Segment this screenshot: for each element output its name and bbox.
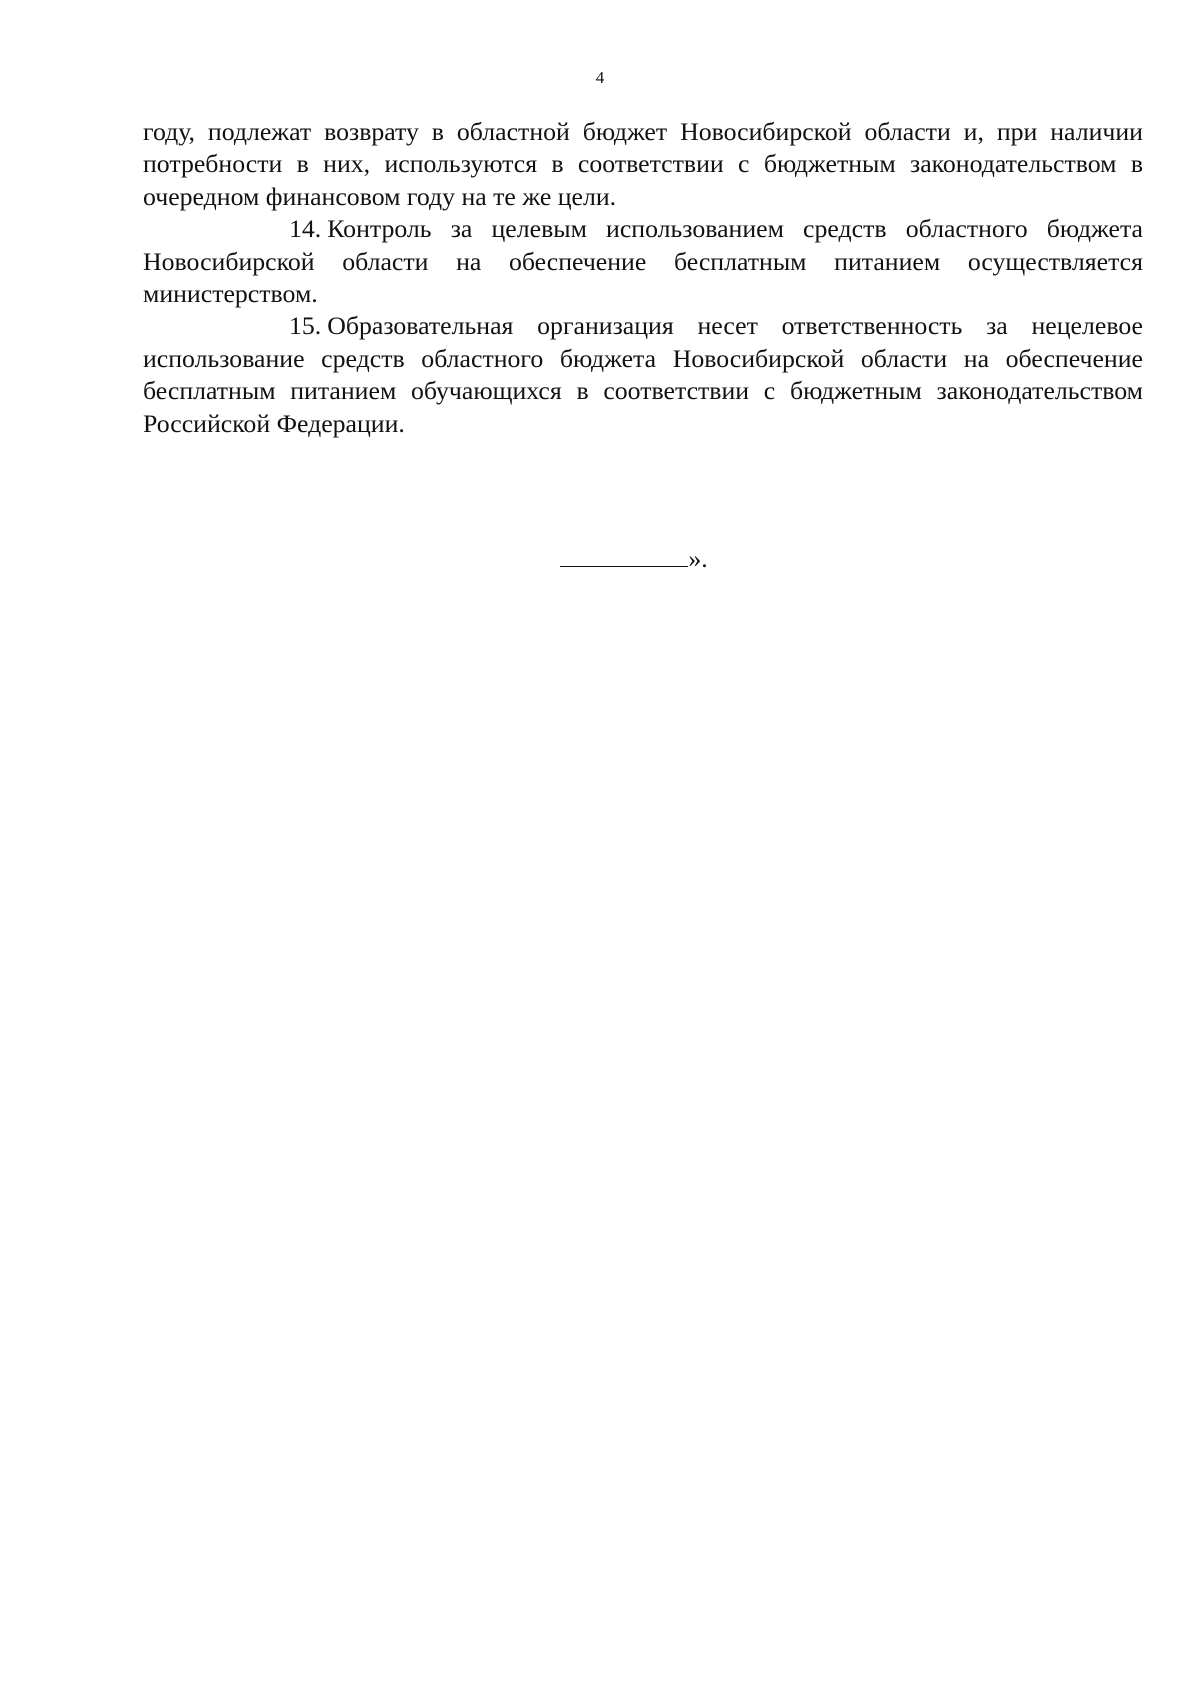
page-number: 4 [595,68,605,87]
document-body [143,116,1143,440]
paragraph-text: Контроль за целевым использованием средств областного бюджета Новосибирской области на обеспечение бесплатным питанием осуществляется министерством. [143,214,1143,309]
closing-mark [0,538,1200,575]
paragraph-continuation [143,116,1143,213]
paragraph-number: 15. [289,311,322,341]
paragraph-text: Образовательная организация несет ответственность за нецелевое использование средств областного бюджета Новосибирской области на обеспечение бесплатным питанием обучающихся в соответствии с бюджетным законодательством Российской Федерации. [143,311,1143,438]
paragraph-number: 14. [289,214,322,244]
paragraph-14 [143,213,1143,310]
closing-quote: ». [688,544,708,573]
paragraph-15 [143,310,1143,440]
closing-underline [560,538,688,567]
paragraph-text: году, подлежат возврату в областной бюджет Новосибирской области и, при наличии потребности в них, используются в соответствии с бюджетным законодательством в очередном финансовом году на те же цели. [143,117,1143,211]
